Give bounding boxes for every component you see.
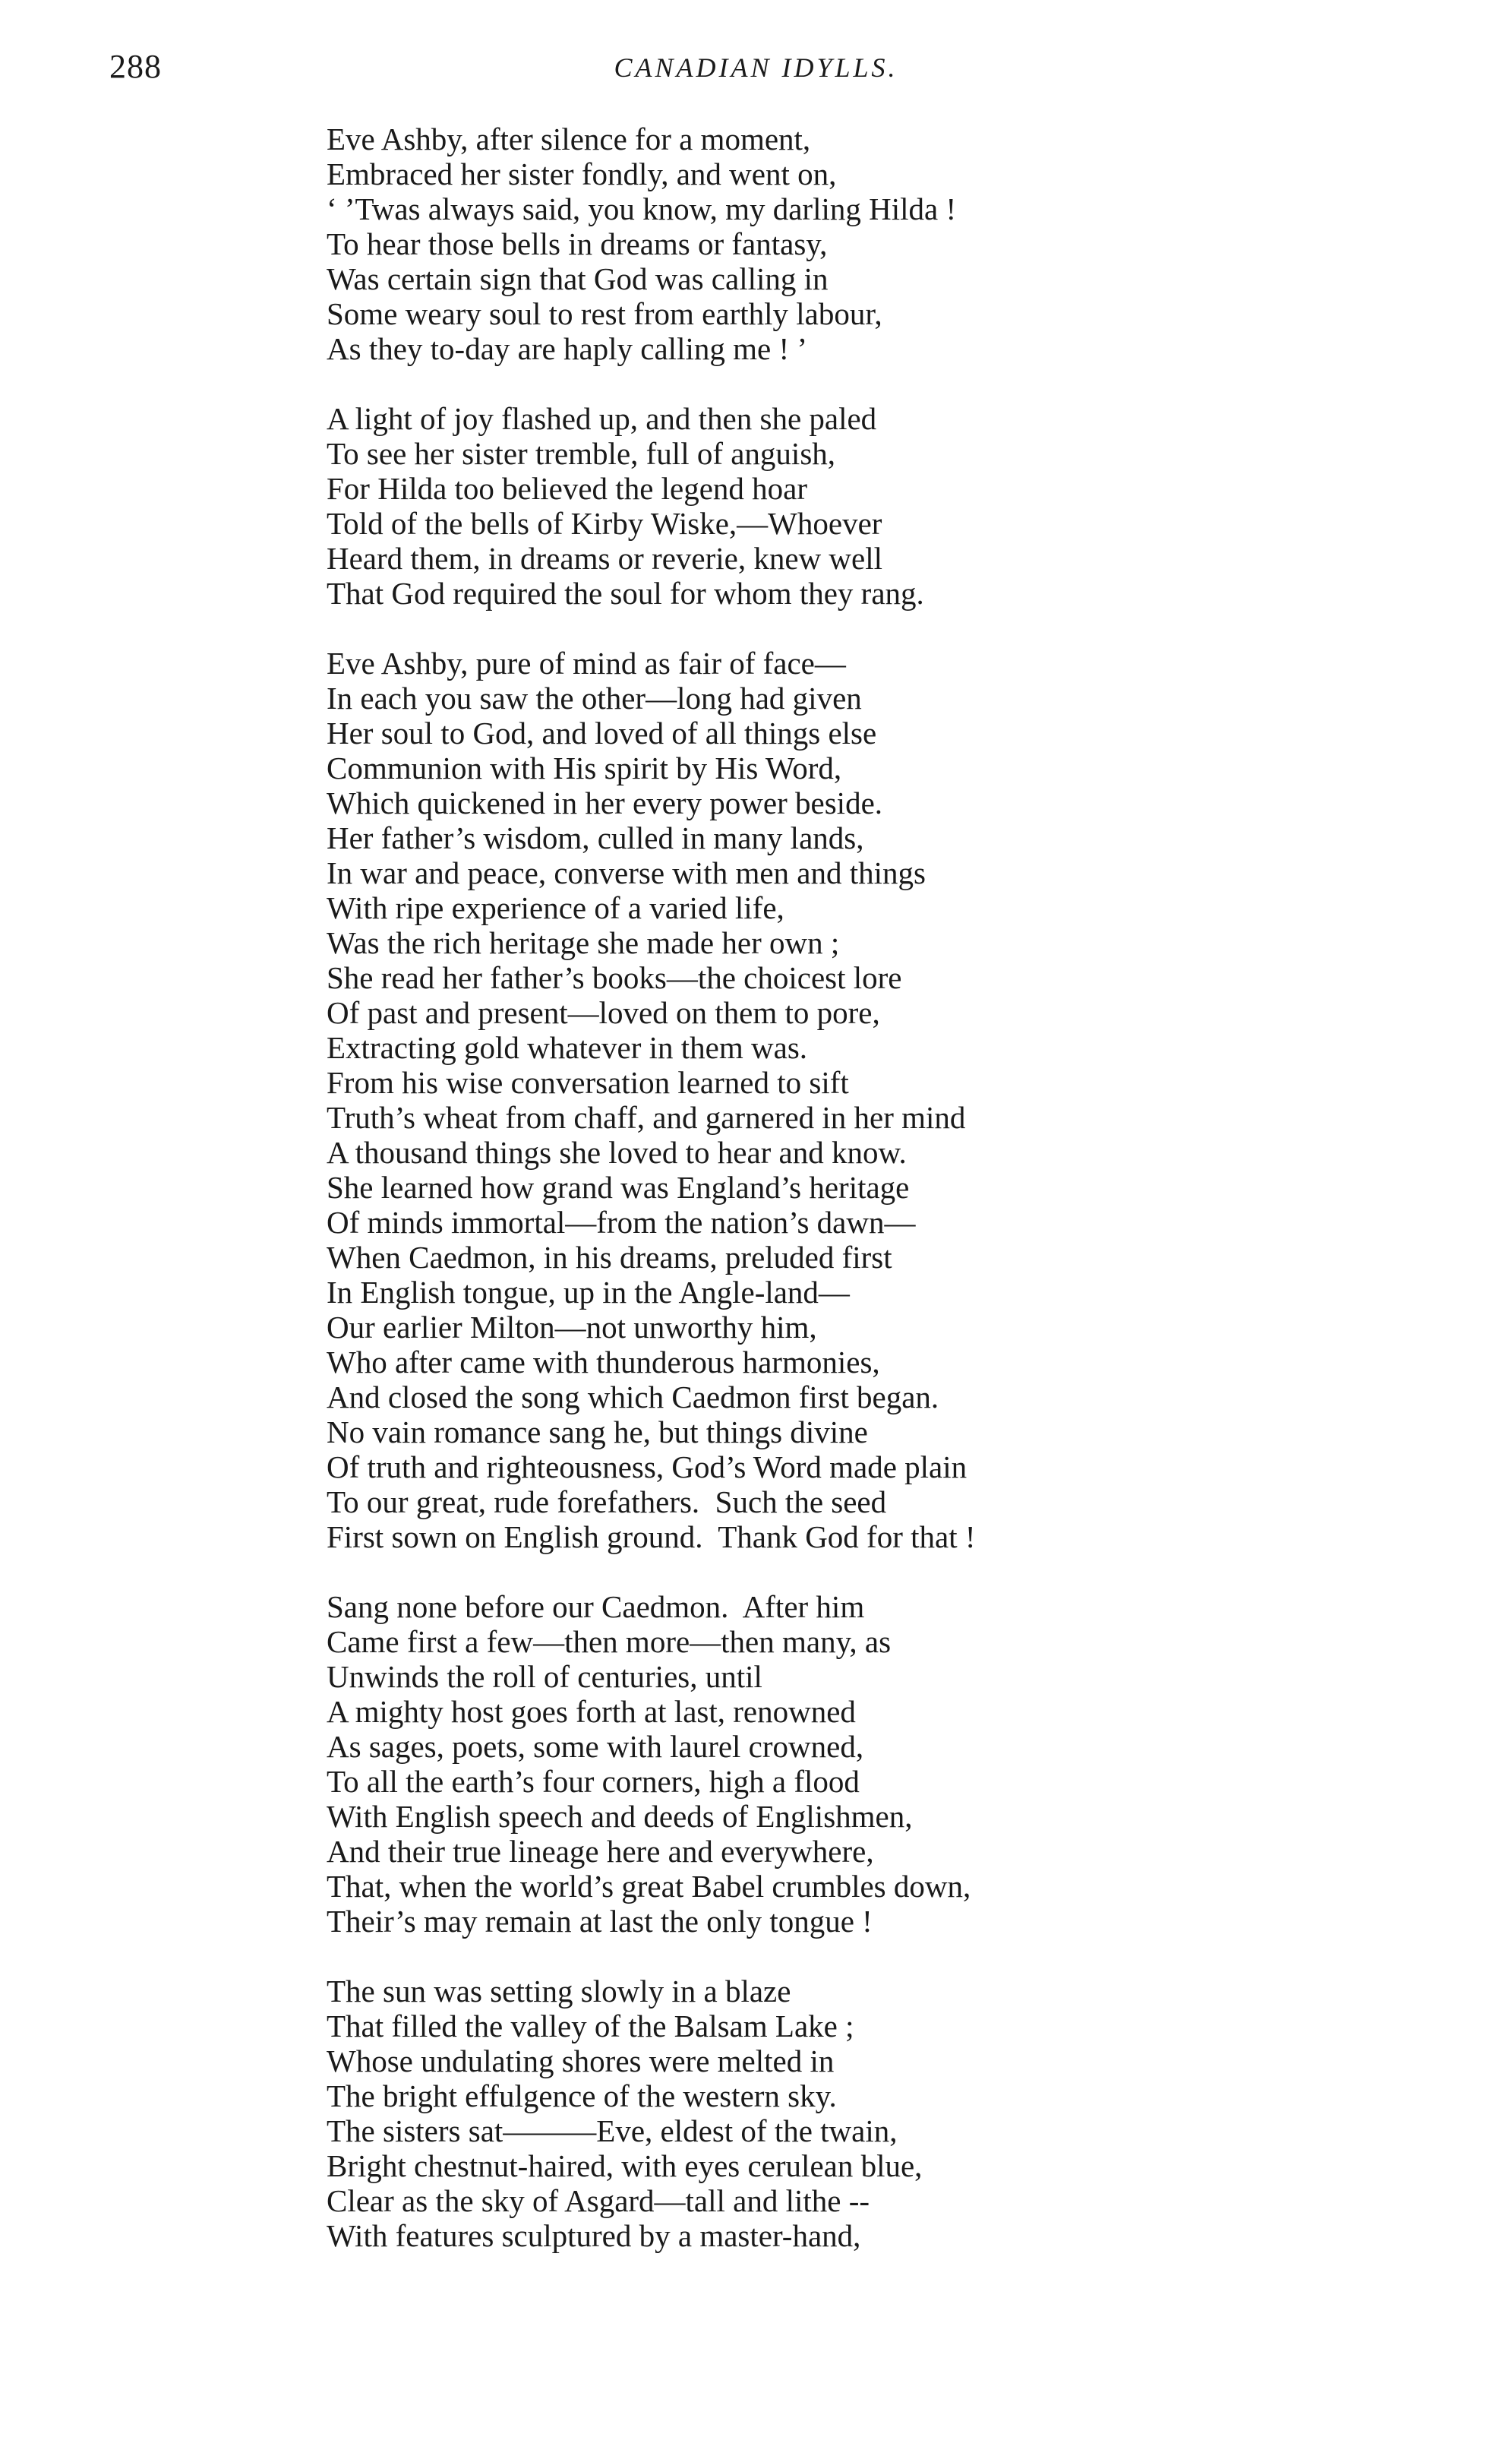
poem-line: Some weary soul to rest from earthly labour, [327,296,882,331]
poem-line: In English tongue, up in the Angle-land— [327,1275,850,1310]
poem-line: Our earlier Milton—not unworthy him, [327,1310,817,1345]
poem-line: Of truth and righteousness, God’s Word made plain [327,1449,967,1484]
poem-line: No vain romance sang he, but things divine [327,1414,868,1449]
poem-line: With English speech and deeds of Englishmen, [327,1799,913,1834]
poem-line: Unwinds the roll of centuries, until [327,1659,762,1694]
poem-line: A thousand things she loved to hear and know. [327,1135,907,1170]
poem-line: Which quickened in her every power beside. [327,785,883,820]
poem-line: As they to-day are haply calling me ! ’ [327,331,807,366]
poem-line: Of past and present—loved on them to pore, [327,995,880,1030]
poem-line: And closed the song which Caedmon first began. [327,1380,939,1414]
poem-line: Heard them, in dreams or reverie, knew well [327,541,883,576]
poem-line: First sown on English ground. Thank God for that ! [327,1519,976,1554]
poem-line: The bright effulgence of the western sky. [327,2078,837,2113]
poem-line: Embraced her sister fondly, and went on, [327,156,837,191]
poem-line: A light of joy flashed up, and then she paled [327,401,877,436]
poem-line: With ripe experience of a varied life, [327,890,784,925]
poem-line: The sun was setting slowly in a blaze [327,1974,791,2009]
poem-line: Told of the bells of Kirby Wiske,—Whoever [327,506,882,541]
poem-line: In war and peace, converse with men and things [327,855,926,890]
poem-line: ‘ ’Twas always said, you know, my darling Hilda ! [327,191,957,226]
poem-line: To our great, rude forefathers. Such the seed [327,1484,887,1519]
stanza-1 [327,122,1390,366]
poem-line: Of minds immortal—from the nation’s dawn— [327,1205,916,1240]
stanza-3 [327,646,1390,1554]
poem-line: Bright chestnut-haired, with eyes cerulean blue, [327,2148,923,2183]
poem-line: When Caedmon, in his dreams, preluded first [327,1240,892,1275]
poem-line: Extracting gold whatever in them was. [327,1030,808,1065]
poem-body [327,122,1390,2288]
poem-line: From his wise conversation learned to sift [327,1065,849,1100]
stanza-5 [327,1974,1390,2253]
poem-line: Her soul to God, and loved of all things else [327,716,877,751]
page-number: 288 [109,48,162,85]
poem-line: To all the earth’s four corners, high a flood [327,1764,860,1799]
poem-line: Whose undulating shores were melted in [327,2043,835,2078]
stanza-2 [327,401,1390,611]
poem-line: As sages, poets, some with laurel crowned, [327,1729,864,1764]
poem-line: And their true lineage here and everywhere, [327,1834,874,1869]
poem-line: Was the rich heritage she made her own ; [327,925,840,960]
poem-line: Sang none before our Caedmon. After him [327,1589,865,1624]
poem-line: She read her father’s books—the choicest lore [327,960,902,995]
poem-line: With features sculptured by a master-hand, [327,2218,861,2253]
poem-line: Clear as the sky of Asgard—tall and lithe -- [327,2183,870,2218]
poem-line: Her father’s wisdom, culled in many lands, [327,820,864,855]
poem-line: In each you saw the other—long had given [327,681,862,716]
poem-line: Was certain sign that God was calling in [327,261,829,296]
poem-line: Communion with His spirit by His Word, [327,751,842,785]
poem-line: Who after came with thunderous harmonies, [327,1345,880,1380]
poem-line: To hear those bells in dreams or fantasy, [327,226,828,261]
poem-line: A mighty host goes forth at last, renowned [327,1694,856,1729]
poem-line: That, when the world’s great Babel crumbles down, [327,1869,971,1904]
poem-line: Eve Ashby, after silence for a moment, [327,122,811,156]
poem-line: To see her sister tremble, full of anguish, [327,436,836,471]
poem-line: That God required the soul for whom they rang. [327,576,924,611]
poem-line: She learned how grand was England’s heritage [327,1170,910,1205]
stanza-4 [327,1589,1390,1939]
poem-line: Their’s may remain at last the only tongue ! [327,1904,873,1939]
poem-line: Truth’s wheat from chaff, and garnered in her mind [327,1100,966,1135]
poem-line: That filled the valley of the Balsam Lake ; [327,2009,854,2043]
poem-line: Eve Ashby, pure of mind as fair of face— [327,646,846,681]
poem-line: The sisters sat———Eve, eldest of the twain, [327,2113,898,2148]
poem-line: Came first a few—then more—then many, as [327,1624,892,1659]
poem-line: For Hilda too believed the legend hoar [327,471,808,506]
running-title: CANADIAN IDYLLS. [614,52,898,83]
